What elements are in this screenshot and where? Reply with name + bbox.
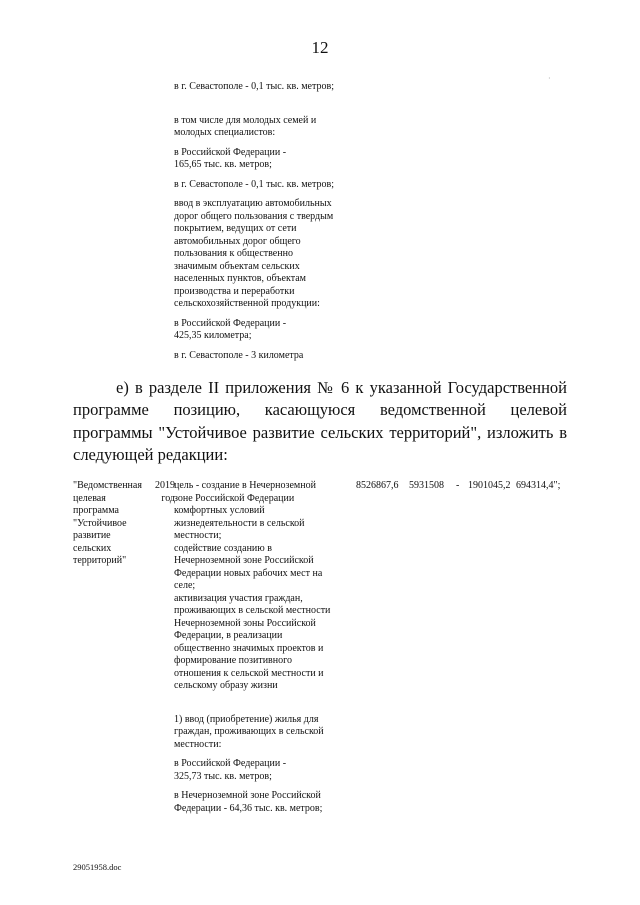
table-cell-line: 1) ввод (приобретение) жилья для — [174, 713, 319, 725]
table-col-regional: 1901045,2 — [468, 480, 511, 491]
table-col-program — [73, 480, 153, 568]
table-cell-line: в Нечерноземной зоне Российской — [174, 790, 321, 801]
table-col-federal: 5931508 — [409, 480, 444, 491]
table-cell-line: формирование позитивного — [174, 655, 292, 666]
top-line: ввод в эксплуатацию автомобильных — [174, 198, 332, 209]
top-line: 165,65 тыс. кв. метров; — [174, 159, 272, 170]
table-cell-line: зоне Российской Федерации — [174, 492, 295, 504]
table-cell-line: Федерации новых рабочих мест на — [174, 567, 323, 579]
table-cell-line: сельских — [73, 542, 112, 554]
top-line: пользования к общественно — [174, 248, 293, 259]
table-cell-line: содействие созданию в — [174, 542, 272, 554]
table-cell-line: целевая — [73, 492, 106, 504]
top-line: покрытием, ведущих от сети — [174, 223, 297, 234]
table-col-dash: - — [456, 480, 460, 491]
table-cell-line: Нечерноземной зоны Российской — [174, 617, 316, 629]
top-line: населенных пунктов, объектам — [174, 273, 306, 284]
top-line: производства и переработки — [174, 285, 295, 297]
margin-mark: · — [548, 74, 551, 83]
top-line: в г. Севастополе - 0,1 тыс. кв. метров; — [174, 178, 334, 190]
table-cell-line: территорий" — [73, 555, 127, 566]
table-col-year — [149, 480, 175, 505]
table-cell-line: 2019 — [155, 480, 175, 491]
table-cell-line: в Российской Федерации - — [174, 758, 287, 769]
table-cell-line: программа — [73, 505, 119, 516]
table-col-total: 8526867,6 — [356, 480, 399, 491]
top-line: в г. Севастополе - 3 километра — [174, 349, 304, 361]
top-line: в Российской Федерации - — [174, 146, 287, 158]
table-col-goals — [174, 480, 354, 815]
table-cell-line: Федерации - 64,36 тыс. кв. метров; — [174, 802, 323, 814]
table-cell-line: развитие — [73, 530, 111, 541]
table-col-extrabudget: 694314,4"; — [516, 480, 561, 491]
top-line: в г. Севастополе - 0,1 тыс. кв. метров; — [174, 81, 334, 92]
table-cell-line: селе; — [174, 580, 196, 591]
table-cell-line: Нечерноземной зоне Российской — [174, 555, 314, 566]
instruction-paragraph — [73, 377, 567, 467]
table-cell-line: граждан, проживающих в сельской — [174, 726, 324, 737]
instruction-text: е) в разделе II приложения № 6 к указанной Государственной программе позицию, касающуюся ведомственной целевой программы "Устойчивое развитие сельских территорий", изложить в следующей редакции: — [73, 378, 567, 465]
table-cell-line: "Ведомственная — [73, 480, 142, 491]
top-line: 425,35 километра; — [174, 330, 252, 341]
top-line: дорог общего пользования с твердым — [174, 210, 334, 222]
table-cell-line: общественно значимых проектов и — [174, 642, 324, 654]
top-line: сельскохозяйственной продукции: — [174, 298, 320, 309]
top-line: автомобильных дорог общего — [174, 235, 301, 247]
page-number: 12 — [311, 38, 329, 57]
table-cell-line: местности; — [174, 530, 222, 541]
table-cell-line: местности: — [174, 738, 222, 750]
table-cell-line: отношения к сельской местности и — [174, 667, 324, 679]
top-line: в Российской Федерации - — [174, 317, 287, 329]
table-cell-line: активизация участия граждан, — [174, 592, 303, 604]
table-cell-line: 325,73 тыс. кв. метров; — [174, 770, 272, 782]
top-line: молодых специалистов: — [174, 127, 276, 138]
document-filename: 29051958.doc — [73, 862, 122, 872]
table-cell-line: сельскому образу жизни — [174, 680, 278, 691]
table-cell-line: год — [161, 492, 175, 504]
top-cell-block — [174, 81, 374, 362]
table-cell-line: проживающих в сельской местности — [174, 605, 331, 616]
table-cell-line: Федерации, в реализации — [174, 630, 283, 641]
table-cell-line: жизнедеятельности в сельской — [174, 517, 305, 529]
top-line: в том числе для молодых семей и — [174, 114, 317, 126]
top-line: значимым объектам сельских — [174, 260, 300, 272]
table-cell-line: "Устойчивое — [73, 517, 127, 529]
table-cell-line: цель - создание в Нечерноземной — [174, 480, 316, 491]
table-cell-line: комфортных условий — [174, 505, 265, 516]
